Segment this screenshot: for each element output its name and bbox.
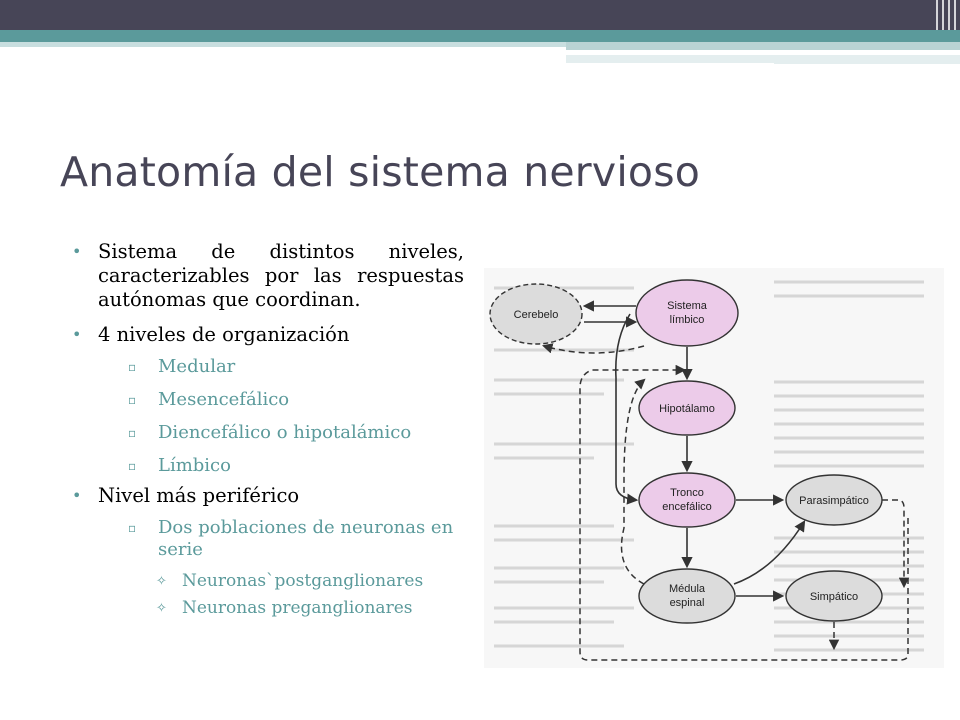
node-label-limbico: límbico [669,314,705,326]
sub-sub-item [156,598,464,619]
node-label-tronco: Tronco [670,487,704,499]
bullet-dot-icon: • [72,325,82,344]
accent-stripe-gap [566,50,888,52]
square-bullet-icon: ▫ [128,360,137,374]
sub-list [98,517,464,619]
bullet-dot-icon: • [72,242,82,261]
sub-item [128,455,464,477]
sub-list [98,356,464,477]
node-label-parasimpatico: Parasimpático [799,495,869,507]
slide-title: Anatomía del sistema nervioso [60,148,701,196]
bullet-list [72,240,464,630]
corner-decoration [930,0,960,30]
sub-item [128,389,464,411]
node-label-hipotalamo: Hipotálamo [659,403,715,415]
node-tronco-encefalico [639,473,735,527]
square-bullet-icon: ▫ [128,426,137,440]
square-bullet-icon: ▫ [128,393,137,407]
sub-item-text: Medular [158,356,236,377]
top-bar [0,0,960,30]
sub-item-text: Límbico [158,455,231,476]
diamond-bullet-icon: ✧ [156,574,167,589]
square-bullet-icon: ▫ [128,521,137,535]
node-label-sistema: Sistema [667,300,707,312]
node-label-encefalico: encefálico [662,501,712,513]
sub-item-text: Mesencefálico [158,389,290,410]
bullet-item-peripheral [72,484,464,619]
node-label-simpatico: Simpático [809,591,859,603]
sub-item [128,517,464,619]
diagram-svg [484,268,944,668]
square-bullet-icon: ▫ [128,459,137,473]
sub-sub-list [128,571,464,619]
sub-sub-item [156,571,464,592]
bullet-dot-icon: • [72,486,82,505]
bullet-text: 4 niveles de organización [98,323,350,346]
sub-item [128,356,464,378]
accent-stripe [566,42,960,50]
sub-item [128,422,464,444]
bullet-text: Sistema de distintos niveles, caracterizables por las respuestas autónomas que coordinan. [98,240,464,311]
sub-item-text: Dos poblaciones de neuronas en serie [158,517,454,560]
bullet-text: Nivel más periférico [98,484,300,507]
sub-sub-item-text: Neuronas`postganglionares [182,571,424,591]
accent-stripe-gap-2 [566,63,774,65]
diamond-bullet-icon: ✧ [156,601,167,616]
bullet-item-organization [72,323,464,477]
node-label-medula: Médula [668,583,706,595]
nervous-system-diagram [484,268,944,668]
bullet-item-levels [72,240,464,312]
node-sistema-limbico [636,280,738,346]
node-medula-espinal [639,569,735,623]
node-label-espinal: espinal [669,597,705,609]
sub-sub-item-text: Neuronas preganglionares [182,598,413,618]
teal-stripe [0,30,960,42]
sub-item-text: Diencefálico o hipotalámico [158,422,412,443]
node-label-cerebelo: Cerebelo [513,309,559,321]
